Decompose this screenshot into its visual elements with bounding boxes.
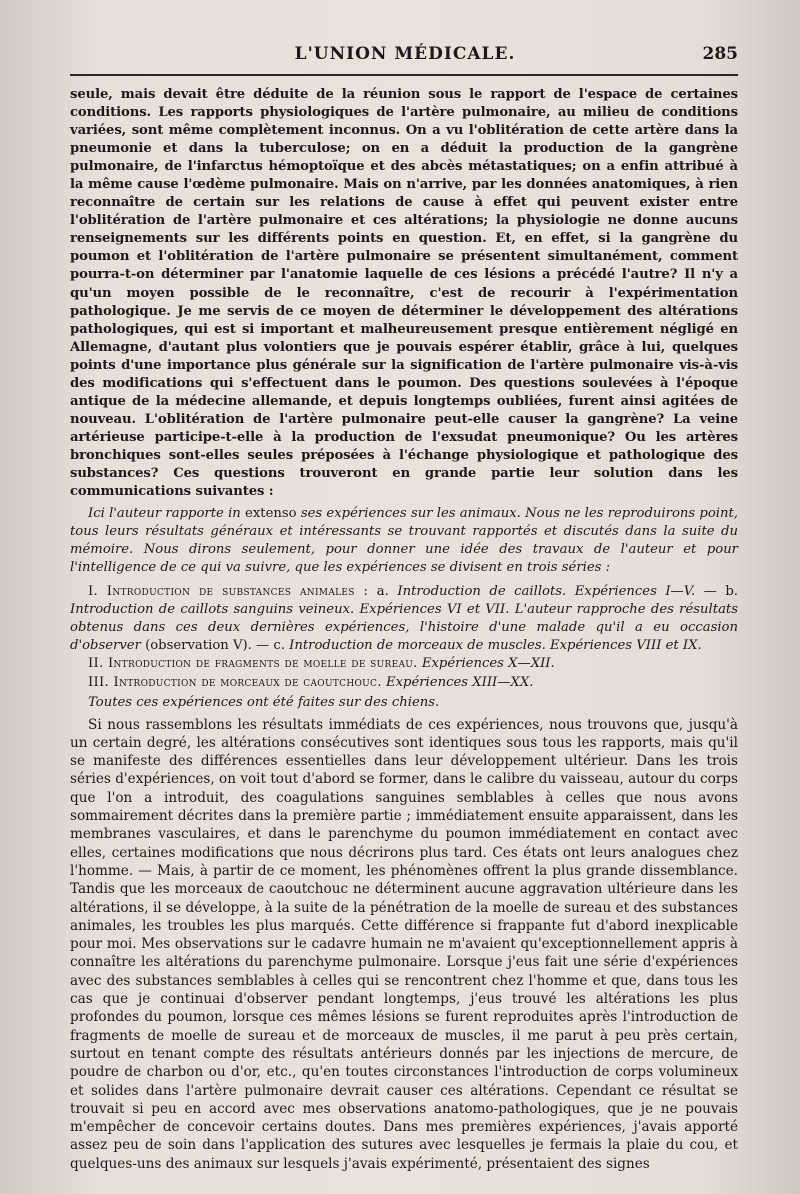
series-3-experiments: Expériences XIII—XX.	[381, 674, 534, 690]
closing-note: Toutes ces expériences ont été faites sur des chiens.	[88, 694, 440, 710]
series-item-2	[70, 655, 738, 673]
paragraph-results: Si nous rassemblons les résultats immédiats de ces expériences, nous trouvons que, jusqu'à un certain degré, les altérations consécutives sont identiques sous tous les rapports, mais qu'il se manifeste des différences essentielles dans leur développement ultérieur. Dans les trois séries d'expériences, on voit tout d'abord se former, dans le calibre du vaisseau, autour du corps que l'on a introduit, des coagulations sanguines semblables à celles que nous avons sommairement décrites dans la première partie ; immédiatement ensuite apparaissent, dans les membranes vasculaires, et dans le parenchyme du poumon immédiatement en contact avec elles, certaines modifications que nous décrirons plus tard. Ces états ont leurs analogues chez l'homme. — Mais, à partir de ce moment, les phénomènes offrent la plus grande dissemblance. Tandis que les morceaux de caoutchouc ne déterminent aucune aggravation ultérieure dans les altérations, il se développe, à la suite de la pénétration de la moelle de sureau et des substances animales, les troubles les plus marqués. Cette différence si frappante fut d'abord inexplicable pour moi. Mes observations sur le cadavre humain ne m'avaient qu'exceptionnellement appris à connaître les altérations du parenchyme pulmonaire. Lorsque j'eus fait une série d'expériences avec des substances semblables à celles qui se rencontrent chez l'homme et que, dans tous les cas que je continuai d'observer pendant longtemps, j'eus trouvé les altérations les plus profondes du poumon, lorsque ces mêmes lésions se furent reproduites après l'introduction de fragments de moelle de sureau et de morceaux de muscles, il me parut à peu près certain, surtout en tenant compte des résultats antérieurs donnés par les injections de mercure, de poudre de charbon ou d'or, etc., qu'en toutes circonstances l'introduction de corps volumineux et solides dans l'artère pulmonaire devrait causer ces altérations. Cependant ce résultat se trouvait si peu en accord avec mes observations anatomo-pathologiques, que je ne pouvais m'empêcher de concevoir certains doutes. Dans mes premières expériences, j'avais apporté assez peu de soin dans l'application des sutures avec lesquelles je fermais la plaie du cou, et quelques-uns des animaux sur lesquels j'avais expérimenté, présentaient des signes	[70, 716, 738, 1172]
series-2-experiments: Expériences X—XII.	[417, 656, 555, 672]
series-item-3	[70, 674, 738, 692]
series-item-1	[70, 583, 738, 655]
series-1-a: Introduction de caillots. Expériences I—V.	[397, 584, 696, 600]
editor-note-start: Ici l'auteur rapporte in	[88, 506, 241, 522]
paragraph-opening: seule, mais devait être déduite de la réunion sous le rapport de l'espace de certaines conditions. Les rapports physiologiques de l'artère pulmonaire, au milieu de conditions variées, sont même complètement inconnus. On a vu l'oblitération de cette artère dans la pneumonie et dans la tuberculose; on en a déduit la production de la gangrène pulmonaire, de l'infarctus hémoptoïque et des abcès métastatiques; on a enfin attribué à la même cause l'œdème pulmonaire. Mais on n'arrive, par les données anatomiques, à rien reconnaître de certain sur les relations de cause à effet qui peuvent exister entre l'oblitération de l'artère pulmonaire et ces altérations; la physiologie ne donne aucuns renseignements sur les différents points en question. Et, en effet, si la gangrène du poumon et l'oblitération de l'artère pulmonaire se présentent simultanément, comment pourra-t-on déterminer par l'anatomie laquelle de ces lésions a précédé l'autre? Il n'y a qu'un moyen possible de le reconnaître, c'est de recourir à l'expérimentation pathologique. Je me servis de ce moyen de déterminer le développement des altérations pathologiques, qui est si important et malheureusement presque entièrement négligé en Allemagne, d'autant plus volontiers que je pouvais espérer établir, grâce à lui, quelques points d'une importance plus générale sur la signification de l'artère pulmonaire vis-à-vis des modifications qui s'effectuent dans le poumon. Des questions soulevées à l'époque antique de la médecine allemande, et depuis longtemps oubliées, furent ainsi agitées de nouveau. L'oblitération de l'artère pulmonaire peut-elle causer la gangrène? La veine artérieuse participe-t-elle à la production de l'exsudat pneumonique? Ou les artères bronchiques sont-elles seules préposées à l'échange physiologique et pathologique des substances? Ces questions trouveront en grande partie leur solution dans les communications suivantes :	[70, 87, 738, 500]
page-header	[70, 44, 740, 70]
series-3-heading: III. Introduction de morceaux de caoutchouc.	[88, 674, 382, 690]
experiment-series-list	[70, 583, 738, 691]
series-1-c: Introduction de morceaux de muscles. Expériences VIII et IX.	[289, 638, 702, 654]
editor-note-rest: ses expériences sur les animaux. Nous ne les reproduirons point, tous leurs résultats généraux et intéressants se trouvant rapportés et discutés dans la suite du mémoire. Nous dirons seulement, pour donner une idée des travaux de l'auteur et pour l'intelligence de ce qui va suivre, que les expériences se divisent en trois séries :	[70, 506, 738, 576]
series-1-observation: (observation V). — c.	[140, 638, 290, 654]
running-title: L'UNION MÉDICALE.	[294, 44, 516, 64]
editor-note	[70, 505, 738, 577]
series-1-heading: I. Introduction de substances animales :	[88, 584, 369, 600]
series-1-b: Introduction de caillots sanguins veineux. Expériences VI et VII. L'auteur rapproche des résultats obtenus dans ces deux dernières expériences, l'histoire d'une malade qu'il a eu occasion d'observer	[70, 602, 738, 654]
text-body	[70, 86, 738, 1173]
series-1-b-marker: — b.	[695, 584, 738, 600]
header-rule	[70, 74, 738, 76]
series-2-heading: II. Introduction de fragments de moelle de sureau.	[88, 656, 418, 672]
series-1-a-marker: a.	[368, 584, 398, 600]
page-number: 285	[702, 44, 738, 64]
editor-note-roman: extenso	[240, 506, 301, 522]
